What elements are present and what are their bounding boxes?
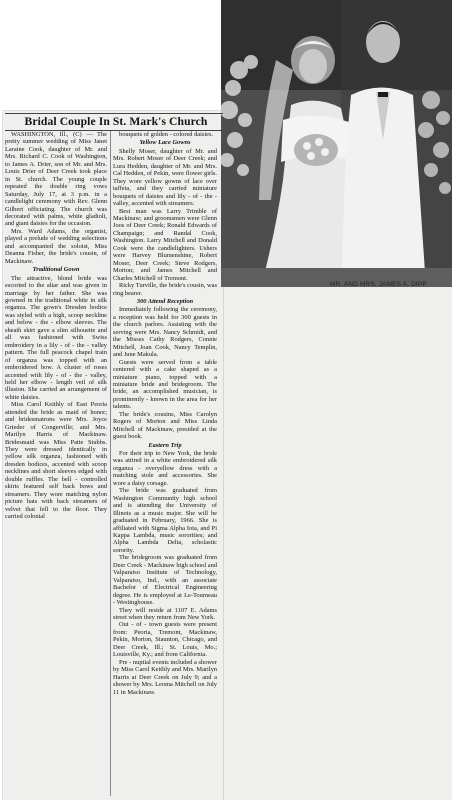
article-paragraph: Mrs. Ward Adams, the organist, played a prelude of wedding selections and accompanied the soloist, Miss Deanna Fisher, the bride's cousin, of Mackinaw. bbox=[5, 227, 107, 265]
article-paragraph: Best man was Larry Trimble of Mackinaw; and groomsmen were Glenn Joos of Deer Creek; Ronald Edwards of Champaign; and Randal Cook, Washington. Larry Mitchell and Donald Cook were the candlelighters. Ushers were Harvey Blumenshine, Robert Moser, Deer Creek; Steve Rodgers, Morton; and James Mitchell and Charles Mitchell of Tremont. bbox=[113, 207, 217, 282]
headline-top-rule bbox=[5, 113, 223, 114]
wedding-photo-illustration bbox=[221, 0, 452, 287]
section-subheading: 300 Attend Reception bbox=[136, 297, 194, 305]
article-paragraph: The bride's cousins, Miss Carolyn Rogers of Morton and Miss Linda Mitchell of Mackinaw, presided at the guest book. bbox=[113, 410, 217, 441]
article-paragraph: bouquets of golden - colored daisies. bbox=[119, 131, 214, 138]
article-paragraph: They will reside at 1107 E. Adams street when they return from New York. bbox=[113, 606, 217, 621]
wedding-photo bbox=[221, 0, 452, 287]
section-subheading: Eastern Trip bbox=[148, 441, 182, 449]
clipping-right-paper bbox=[224, 281, 452, 800]
article-paragraph: Guests were served from a table centered with a cake shaped as a miniature piano, topped with a miniature bride and bridegroom. The bride, an accomplished musician, is prominently - known in the area for her talents. bbox=[113, 358, 217, 411]
article-paragraph: The bridegroom was graduated from Deer Creek - Mackinaw high school and Valparaiso Institute of Technology, Valparaiso, Ind., with an associate Bachelor of Electrical Engineering degree. He is employed at Le-Tourneau - Westinghouse. bbox=[113, 554, 217, 607]
headline: Bridal Couple In St. Mark's Church bbox=[24, 115, 208, 128]
article-paragraph: WASHINGTON, Ill., (C) — The pretty summer wedding of Miss Janet Laraine Cook, daughter of Mr. and Mrs. Richard C. Cook of Washington, to James A. Drier, son of Mr. and Mrs. Louis Drier of Deer Creek took place in St. church. The young couple repeated the double ring vows Saturday, July 17, at 3 p.m. in a candlelight ceremony with Rev. Glenn Gilbert officiating. The church was decorated with palms, white gladioli, and giant daisies for the occasion. bbox=[5, 131, 107, 228]
section-subheading: Yellow Lace Gowns bbox=[139, 139, 191, 147]
article-paragraph: Miss Carol Keithly of East Peoria attended the bride as maid of honor; and bridesmatrons were Mrs. Joyce Grieder of Congerville; and Mrs. Marilyn Harris of Mackinaw. Bridesmaid was Miss Patte Stubbs. They were dressed identically in yellow silk organza, fashioned with dresden bodices, accented with scoop necklines and short sleeves edged with double ruffles. The bell - controlled skirts featured self back bows and streamers. They wore matching nylon picture hats with back streamers of velvet that fell to the floor. They carried colonial bbox=[5, 401, 107, 521]
article-paragraph: Pre - nuptial events included a shower by Miss Carol Keithly and Mrs. Marilyn Harris at Deer Creek on July 9; and a shower by Mrs. Leoma Mitchell on July 11 in Mackinaw. bbox=[113, 658, 217, 696]
section-subheading: Traditional Gown bbox=[32, 266, 80, 274]
article-left-column bbox=[5, 131, 107, 521]
article-paragraph: For their trip to New York, the bride was attired in a white embroidered silk organza - overyellow dress with a matching stole and accessories. She wore a daisy corsage. bbox=[113, 450, 217, 487]
photo-caption: MR. AND MRS. JAMES A. DIPP bbox=[330, 281, 427, 288]
article-paragraph: The bride was graduated from Washington Community high school and is attending the University of Illinois as a music major. She will be graduated in February, 1966. She is affiliated with Sigma Alpha Iota, and Pi Kappa Lambda, music sororities; and Alpha Lambda Delta, scholastic sorority. bbox=[113, 487, 217, 554]
article-paragraph: Shelly Moser, daughter of Mr. and Mrs. Robert Moser of Deer Creek; and Lura Hedden, daughter of Mr. and Mrs. Cal Hedden, of Pekin, were flower girls. They wore yellow gowns of lace over taffeta, and they carried miniature bouquets of daisies and lily - of - the - valley, accented with streamers. bbox=[113, 147, 217, 208]
article-right-column bbox=[113, 131, 217, 696]
article-paragraph: Ricky Turville, the bride's cousin, was ring bearer. bbox=[113, 282, 217, 297]
article-paragraph: Immediately following the ceremony, a reception was held for 300 guests in the church parlors. Assisting with the serving were Mrs. Nancy Schmidt, and the Misses Cathy Rodgers, Connie Mitchell, Joan Cook, Nancy Templin, and June Makula. bbox=[113, 306, 217, 359]
article-paragraph: Out - of - town guests were present from: Peoria, Tremont, Mackinaw, Pekin, Morton, Staunton, Chicago, and Deer Creek, Ill.; St. Louis, Mo.; Louisville, Ky.; and from California. bbox=[113, 621, 217, 659]
article-paragraph: The attractive, blond bride was escorted to the altar and was given in marriage by her father. She was gowned in the traditional white in silk organza. The gown's Dresden bodice was styled with a high, scoop neckline and below - the - elbow sleeves. The sheath skirt gave a slim silhouette and all was fashioned with Swiss embroidery in a lily - of - the - valley pattern. The full peacock chapel train of organza was topped with an embroidered bow. A cluster of roses accented with lily - of - the - valley, held her elbow - length veil of silk illusion. She carried an arrangement of white daisies. bbox=[5, 274, 107, 401]
column-divider bbox=[110, 131, 111, 796]
